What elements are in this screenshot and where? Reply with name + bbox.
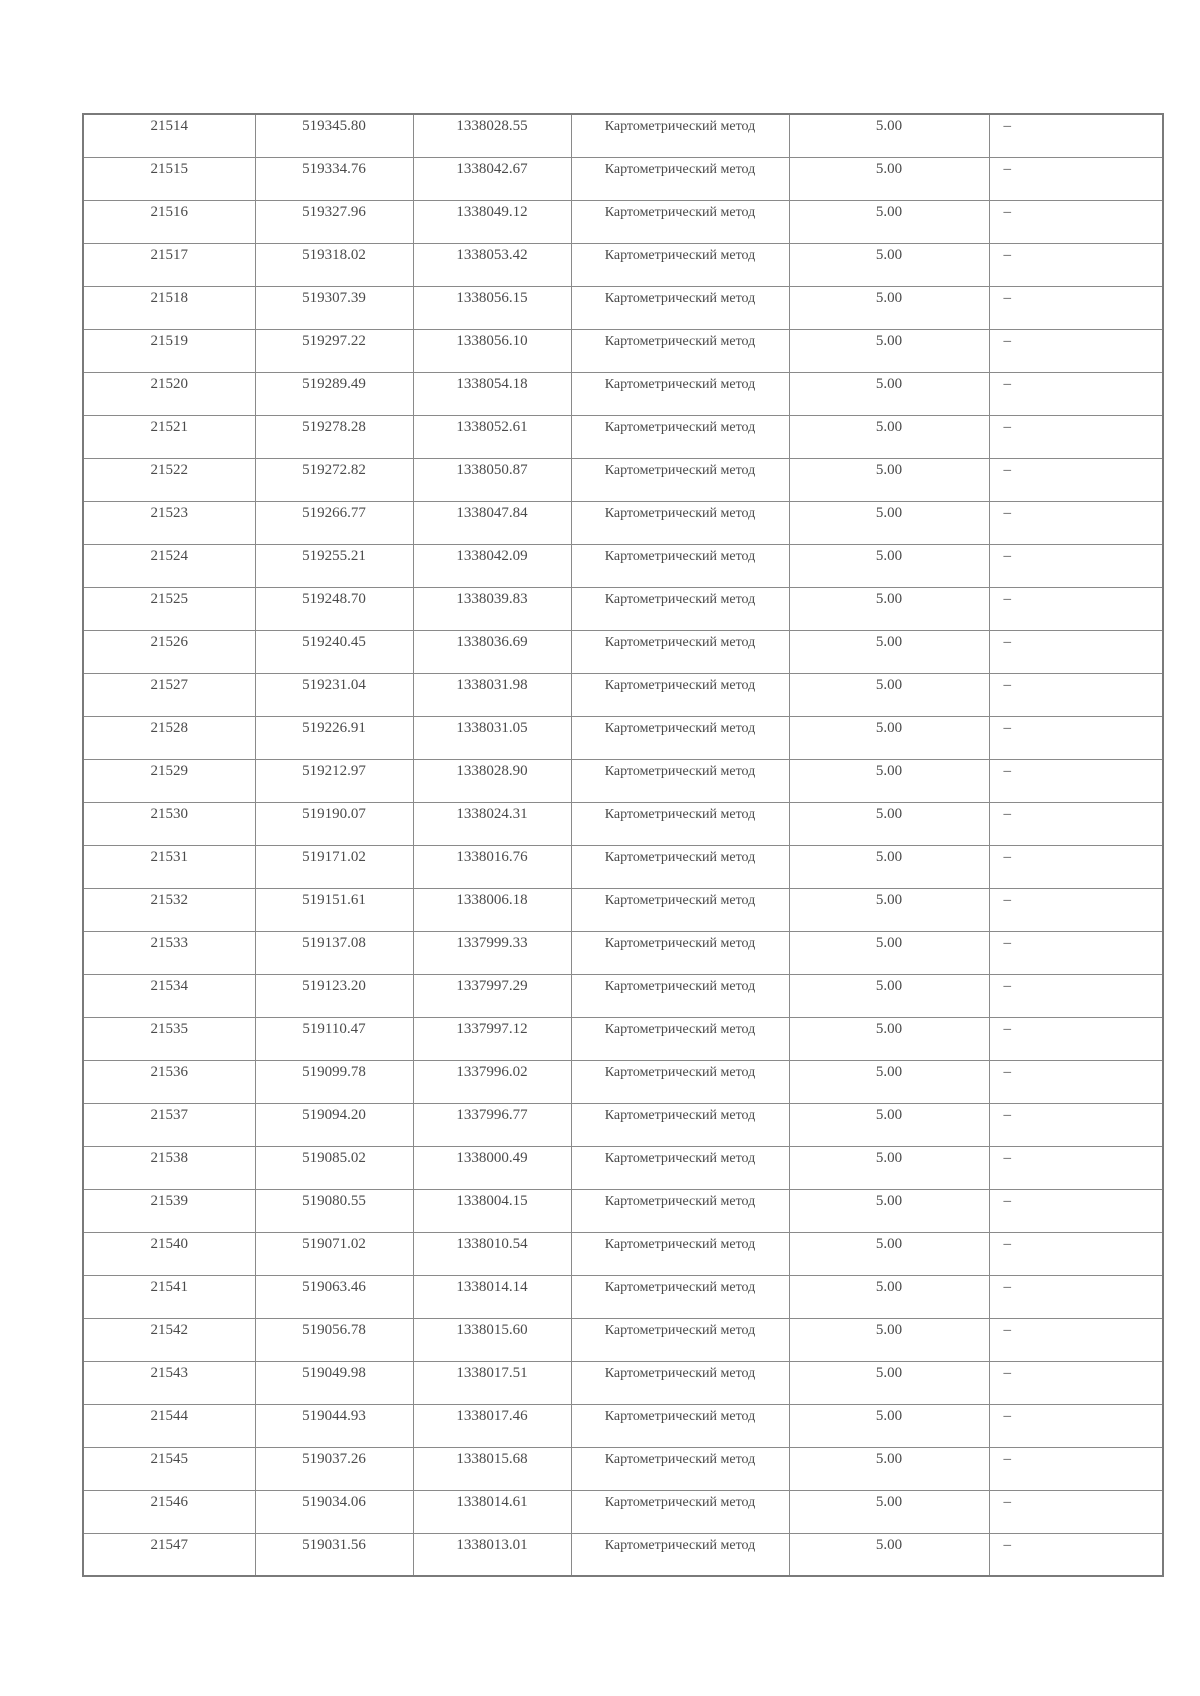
cell-accuracy: 5.00	[789, 458, 989, 501]
cell-note: –	[989, 1275, 1163, 1318]
cell-note: –	[989, 415, 1163, 458]
cell-note: –	[989, 200, 1163, 243]
cell-method: Картометрический метод	[571, 1447, 789, 1490]
cell-accuracy: 5.00	[789, 200, 989, 243]
table-row	[83, 802, 1163, 845]
cell-note: –	[989, 974, 1163, 1017]
cell-method: Картометрический метод	[571, 1318, 789, 1361]
table-row	[83, 931, 1163, 974]
cell-coordinate-x: 519240.45	[255, 630, 413, 673]
cell-point-number: 21546	[83, 1490, 255, 1533]
cell-point-number: 21517	[83, 243, 255, 286]
cell-accuracy: 5.00	[789, 372, 989, 415]
cell-method: Картометрический метод	[571, 114, 789, 157]
cell-point-number: 21529	[83, 759, 255, 802]
cell-coordinate-x: 519123.20	[255, 974, 413, 1017]
cell-coordinate-y: 1338056.10	[413, 329, 571, 372]
cell-accuracy: 5.00	[789, 1490, 989, 1533]
table-row	[83, 372, 1163, 415]
cell-accuracy: 5.00	[789, 114, 989, 157]
cell-coordinate-y: 1338006.18	[413, 888, 571, 931]
cell-note: –	[989, 243, 1163, 286]
cell-method: Картометрический метод	[571, 329, 789, 372]
cell-coordinate-x: 519334.76	[255, 157, 413, 200]
table-row	[83, 1017, 1163, 1060]
cell-point-number: 21543	[83, 1361, 255, 1404]
cell-coordinate-x: 519137.08	[255, 931, 413, 974]
cell-coordinate-y: 1338010.54	[413, 1232, 571, 1275]
cell-point-number: 21524	[83, 544, 255, 587]
cell-note: –	[989, 114, 1163, 157]
cell-coordinate-y: 1338015.60	[413, 1318, 571, 1361]
cell-point-number: 21533	[83, 931, 255, 974]
cell-point-number: 21532	[83, 888, 255, 931]
cell-method: Картометрический метод	[571, 802, 789, 845]
cell-accuracy: 5.00	[789, 1533, 989, 1576]
cell-method: Картометрический метод	[571, 974, 789, 1017]
cell-accuracy: 5.00	[789, 587, 989, 630]
cell-accuracy: 5.00	[789, 544, 989, 587]
cell-point-number: 21531	[83, 845, 255, 888]
cell-accuracy: 5.00	[789, 1146, 989, 1189]
cell-point-number: 21530	[83, 802, 255, 845]
cell-method: Картометрический метод	[571, 1490, 789, 1533]
cell-accuracy: 5.00	[789, 329, 989, 372]
cell-coordinate-x: 519272.82	[255, 458, 413, 501]
table-row	[83, 888, 1163, 931]
cell-method: Картометрический метод	[571, 630, 789, 673]
cell-note: –	[989, 845, 1163, 888]
cell-note: –	[989, 1361, 1163, 1404]
cell-note: –	[989, 1060, 1163, 1103]
cell-coordinate-x: 519226.91	[255, 716, 413, 759]
cell-point-number: 21518	[83, 286, 255, 329]
cell-note: –	[989, 802, 1163, 845]
table-row	[83, 200, 1163, 243]
cell-accuracy: 5.00	[789, 1189, 989, 1232]
cell-note: –	[989, 329, 1163, 372]
cell-method: Картометрический метод	[571, 845, 789, 888]
cell-method: Картометрический метод	[571, 458, 789, 501]
cell-note: –	[989, 1017, 1163, 1060]
cell-coordinate-y: 1338049.12	[413, 200, 571, 243]
cell-point-number: 21519	[83, 329, 255, 372]
cell-method: Картометрический метод	[571, 544, 789, 587]
cell-note: –	[989, 458, 1163, 501]
cell-accuracy: 5.00	[789, 1232, 989, 1275]
cell-accuracy: 5.00	[789, 1060, 989, 1103]
cell-coordinate-x: 519031.56	[255, 1533, 413, 1576]
cell-method: Картометрический метод	[571, 1189, 789, 1232]
cell-coordinate-y: 1338013.01	[413, 1533, 571, 1576]
cell-point-number: 21535	[83, 1017, 255, 1060]
cell-accuracy: 5.00	[789, 415, 989, 458]
cell-coordinate-x: 519297.22	[255, 329, 413, 372]
cell-coordinate-y: 1338017.46	[413, 1404, 571, 1447]
cell-accuracy: 5.00	[789, 673, 989, 716]
cell-method: Картометрический метод	[571, 759, 789, 802]
cell-coordinate-x: 519231.04	[255, 673, 413, 716]
table-row	[83, 1146, 1163, 1189]
cell-note: –	[989, 1103, 1163, 1146]
table-row	[83, 1447, 1163, 1490]
cell-coordinate-x: 519151.61	[255, 888, 413, 931]
cell-coordinate-x: 519307.39	[255, 286, 413, 329]
table-row	[83, 1189, 1163, 1232]
cell-point-number: 21538	[83, 1146, 255, 1189]
cell-method: Картометрический метод	[571, 1146, 789, 1189]
cell-coordinate-x: 519063.46	[255, 1275, 413, 1318]
cell-coordinate-x: 519171.02	[255, 845, 413, 888]
cell-accuracy: 5.00	[789, 1447, 989, 1490]
cell-point-number: 21534	[83, 974, 255, 1017]
cell-point-number: 21514	[83, 114, 255, 157]
cell-method: Картометрический метод	[571, 1060, 789, 1103]
table-row	[83, 329, 1163, 372]
cell-note: –	[989, 1533, 1163, 1576]
cell-note: –	[989, 372, 1163, 415]
cell-coordinate-y: 1338024.31	[413, 802, 571, 845]
coordinates-table-body	[83, 114, 1163, 1576]
table-row	[83, 1103, 1163, 1146]
cell-coordinate-y: 1338028.90	[413, 759, 571, 802]
cell-point-number: 21544	[83, 1404, 255, 1447]
cell-point-number: 21527	[83, 673, 255, 716]
cell-point-number: 21523	[83, 501, 255, 544]
cell-method: Картометрический метод	[571, 286, 789, 329]
cell-point-number: 21541	[83, 1275, 255, 1318]
cell-coordinate-x: 519056.78	[255, 1318, 413, 1361]
cell-note: –	[989, 501, 1163, 544]
cell-point-number: 21540	[83, 1232, 255, 1275]
cell-coordinate-y: 1338052.61	[413, 415, 571, 458]
cell-note: –	[989, 157, 1163, 200]
cell-accuracy: 5.00	[789, 157, 989, 200]
cell-point-number: 21537	[83, 1103, 255, 1146]
cell-accuracy: 5.00	[789, 974, 989, 1017]
cell-point-number: 21547	[83, 1533, 255, 1576]
cell-point-number: 21516	[83, 200, 255, 243]
cell-note: –	[989, 931, 1163, 974]
table-row	[83, 587, 1163, 630]
cell-coordinate-x: 519094.20	[255, 1103, 413, 1146]
table-row	[83, 544, 1163, 587]
cell-accuracy: 5.00	[789, 1275, 989, 1318]
cell-coordinate-y: 1338014.61	[413, 1490, 571, 1533]
cell-note: –	[989, 759, 1163, 802]
cell-method: Картометрический метод	[571, 716, 789, 759]
cell-method: Картометрический метод	[571, 200, 789, 243]
table-row	[83, 1060, 1163, 1103]
cell-coordinate-y: 1338031.98	[413, 673, 571, 716]
cell-method: Картометрический метод	[571, 673, 789, 716]
cell-coordinate-y: 1337996.77	[413, 1103, 571, 1146]
cell-coordinate-y: 1338054.18	[413, 372, 571, 415]
cell-method: Картометрический метод	[571, 415, 789, 458]
cell-method: Картометрический метод	[571, 501, 789, 544]
cell-coordinate-y: 1338017.51	[413, 1361, 571, 1404]
cell-point-number: 21520	[83, 372, 255, 415]
cell-coordinate-y: 1338047.84	[413, 501, 571, 544]
cell-note: –	[989, 673, 1163, 716]
cell-coordinate-y: 1338014.14	[413, 1275, 571, 1318]
cell-coordinate-x: 519345.80	[255, 114, 413, 157]
cell-coordinate-x: 519278.28	[255, 415, 413, 458]
cell-coordinate-y: 1338056.15	[413, 286, 571, 329]
cell-method: Картометрический метод	[571, 888, 789, 931]
cell-coordinate-y: 1338000.49	[413, 1146, 571, 1189]
cell-method: Картометрический метод	[571, 1017, 789, 1060]
table-row	[83, 630, 1163, 673]
cell-note: –	[989, 1490, 1163, 1533]
cell-coordinate-x: 519044.93	[255, 1404, 413, 1447]
cell-coordinate-x: 519255.21	[255, 544, 413, 587]
cell-coordinate-y: 1338039.83	[413, 587, 571, 630]
cell-accuracy: 5.00	[789, 716, 989, 759]
cell-note: –	[989, 587, 1163, 630]
table-row	[83, 243, 1163, 286]
cell-point-number: 21526	[83, 630, 255, 673]
table-row	[83, 1490, 1163, 1533]
cell-coordinate-x: 519289.49	[255, 372, 413, 415]
coordinates-table	[82, 113, 1164, 1577]
cell-method: Картометрический метод	[571, 587, 789, 630]
table-row	[83, 1275, 1163, 1318]
cell-accuracy: 5.00	[789, 1103, 989, 1146]
cell-note: –	[989, 1404, 1163, 1447]
cell-method: Картометрический метод	[571, 1533, 789, 1576]
cell-point-number: 21521	[83, 415, 255, 458]
cell-coordinate-y: 1337999.33	[413, 931, 571, 974]
cell-coordinate-x: 519037.26	[255, 1447, 413, 1490]
cell-coordinate-x: 519110.47	[255, 1017, 413, 1060]
cell-method: Картометрический метод	[571, 931, 789, 974]
table-row	[83, 1361, 1163, 1404]
cell-accuracy: 5.00	[789, 1404, 989, 1447]
cell-coordinate-x: 519049.98	[255, 1361, 413, 1404]
cell-coordinate-y: 1338028.55	[413, 114, 571, 157]
cell-point-number: 21539	[83, 1189, 255, 1232]
table-row	[83, 1318, 1163, 1361]
cell-accuracy: 5.00	[789, 501, 989, 544]
cell-method: Картометрический метод	[571, 1361, 789, 1404]
cell-coordinate-y: 1337997.12	[413, 1017, 571, 1060]
cell-coordinate-x: 519318.02	[255, 243, 413, 286]
cell-coordinate-y: 1338042.09	[413, 544, 571, 587]
cell-point-number: 21525	[83, 587, 255, 630]
cell-point-number: 21515	[83, 157, 255, 200]
cell-accuracy: 5.00	[789, 1318, 989, 1361]
cell-coordinate-x: 519190.07	[255, 802, 413, 845]
table-row	[83, 1404, 1163, 1447]
table-row	[83, 1533, 1163, 1576]
cell-coordinate-y: 1338016.76	[413, 845, 571, 888]
cell-accuracy: 5.00	[789, 802, 989, 845]
cell-method: Картометрический метод	[571, 1404, 789, 1447]
cell-note: –	[989, 544, 1163, 587]
cell-accuracy: 5.00	[789, 931, 989, 974]
table-row	[83, 114, 1163, 157]
table-row	[83, 974, 1163, 1017]
cell-coordinate-x: 519212.97	[255, 759, 413, 802]
cell-accuracy: 5.00	[789, 759, 989, 802]
cell-coordinate-y: 1338004.15	[413, 1189, 571, 1232]
table-row	[83, 415, 1163, 458]
cell-coordinate-y: 1337996.02	[413, 1060, 571, 1103]
table-row	[83, 458, 1163, 501]
table-row	[83, 157, 1163, 200]
cell-coordinate-x: 519266.77	[255, 501, 413, 544]
cell-method: Картометрический метод	[571, 1232, 789, 1275]
cell-coordinate-x: 519080.55	[255, 1189, 413, 1232]
cell-accuracy: 5.00	[789, 845, 989, 888]
cell-accuracy: 5.00	[789, 243, 989, 286]
cell-coordinate-x: 519085.02	[255, 1146, 413, 1189]
cell-coordinate-y: 1338015.68	[413, 1447, 571, 1490]
cell-coordinate-x: 519327.96	[255, 200, 413, 243]
cell-note: –	[989, 1146, 1163, 1189]
cell-note: –	[989, 1189, 1163, 1232]
table-row	[83, 759, 1163, 802]
cell-coordinate-x: 519248.70	[255, 587, 413, 630]
cell-accuracy: 5.00	[789, 286, 989, 329]
cell-accuracy: 5.00	[789, 1017, 989, 1060]
cell-method: Картометрический метод	[571, 372, 789, 415]
table-row	[83, 501, 1163, 544]
cell-coordinate-x: 519099.78	[255, 1060, 413, 1103]
cell-note: –	[989, 716, 1163, 759]
cell-note: –	[989, 1318, 1163, 1361]
table-row	[83, 1232, 1163, 1275]
cell-point-number: 21545	[83, 1447, 255, 1490]
cell-note: –	[989, 286, 1163, 329]
cell-accuracy: 5.00	[789, 1361, 989, 1404]
cell-coordinate-y: 1338053.42	[413, 243, 571, 286]
cell-coordinate-x: 519071.02	[255, 1232, 413, 1275]
cell-accuracy: 5.00	[789, 888, 989, 931]
cell-point-number: 21536	[83, 1060, 255, 1103]
cell-coordinate-y: 1338050.87	[413, 458, 571, 501]
cell-coordinate-x: 519034.06	[255, 1490, 413, 1533]
cell-point-number: 21522	[83, 458, 255, 501]
cell-point-number: 21542	[83, 1318, 255, 1361]
cell-method: Картометрический метод	[571, 1275, 789, 1318]
cell-note: –	[989, 888, 1163, 931]
cell-note: –	[989, 1447, 1163, 1490]
table-row	[83, 286, 1163, 329]
cell-note: –	[989, 630, 1163, 673]
cell-method: Картометрический метод	[571, 243, 789, 286]
cell-method: Картометрический метод	[571, 1103, 789, 1146]
table-row	[83, 673, 1163, 716]
cell-accuracy: 5.00	[789, 630, 989, 673]
cell-note: –	[989, 1232, 1163, 1275]
table-row	[83, 845, 1163, 888]
cell-coordinate-y: 1338036.69	[413, 630, 571, 673]
cell-method: Картометрический метод	[571, 157, 789, 200]
cell-coordinate-y: 1338042.67	[413, 157, 571, 200]
cell-coordinate-y: 1337997.29	[413, 974, 571, 1017]
cell-coordinate-y: 1338031.05	[413, 716, 571, 759]
table-row	[83, 716, 1163, 759]
cell-point-number: 21528	[83, 716, 255, 759]
